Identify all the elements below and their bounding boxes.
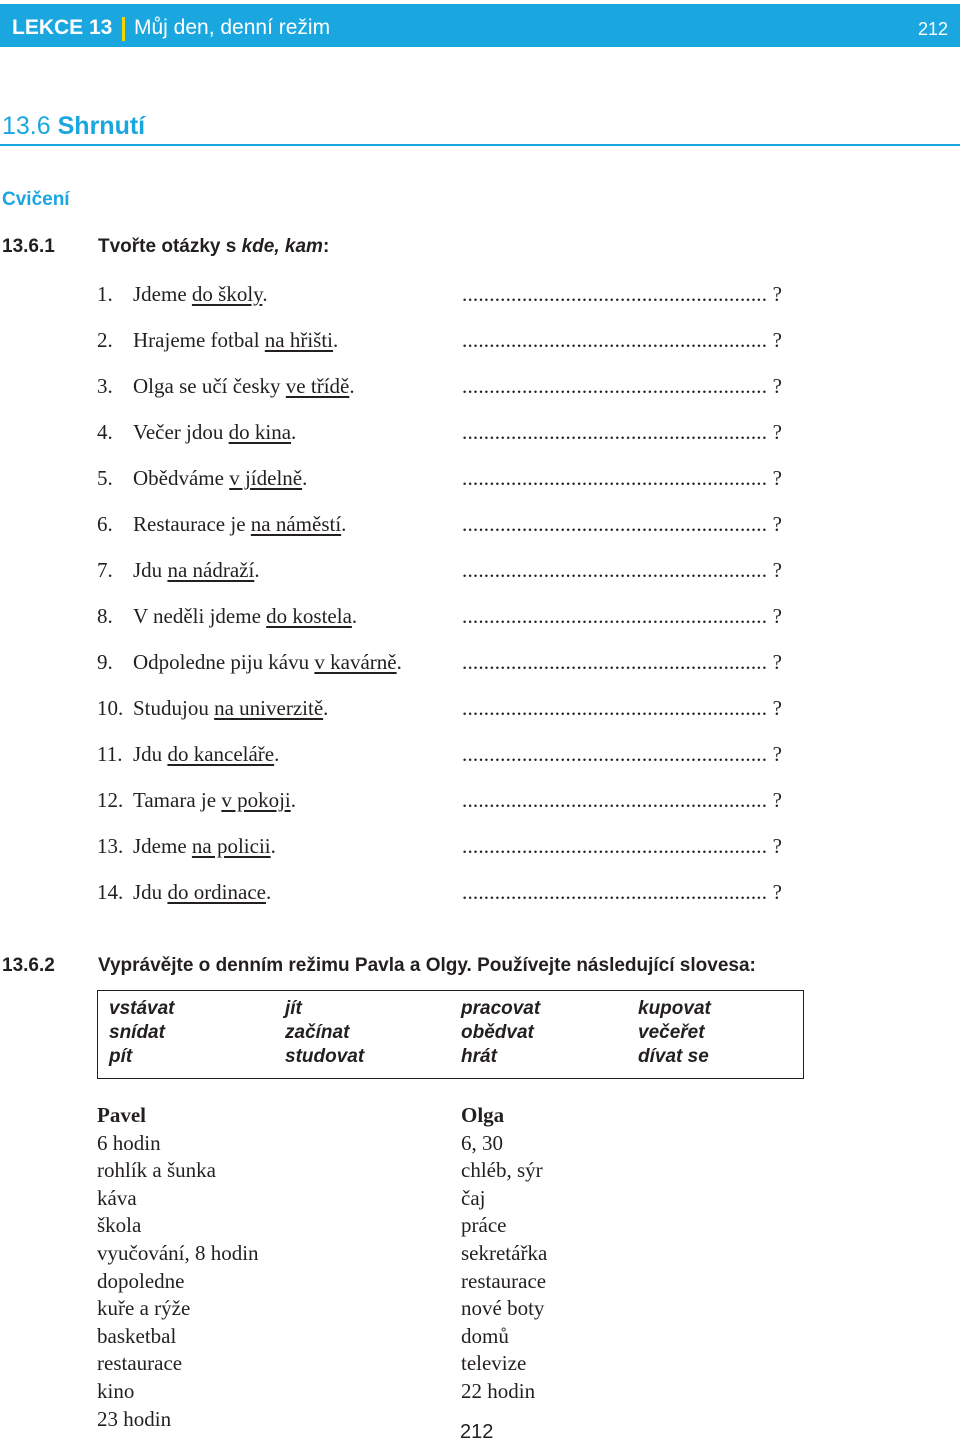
question-text: Večer jdou xyxy=(133,420,229,444)
question-punctuation: . xyxy=(254,558,260,582)
question-punctuation: . xyxy=(396,650,402,674)
pavel-line: škola xyxy=(97,1213,142,1238)
verb: jít xyxy=(285,998,302,1019)
question-sentence xyxy=(97,788,296,818)
question-punctuation: . xyxy=(270,834,276,858)
section-name: Shrnutí xyxy=(57,112,146,140)
answer-blank: ........................................................ ? xyxy=(462,558,783,582)
question-sentence xyxy=(97,512,346,542)
olga-line: 6, 30 xyxy=(461,1130,503,1155)
olga-name: Olga xyxy=(461,1103,505,1127)
section-divider xyxy=(0,144,960,146)
question-text: Olga se učí česky xyxy=(133,374,286,398)
pavel-line: vyučování, 8 hodin xyxy=(97,1240,259,1265)
verb: studovat xyxy=(285,1046,365,1067)
question-underlined-place: ve třídě xyxy=(285,374,350,398)
question-text: Jdu xyxy=(133,558,168,582)
question-text: Restaurace je xyxy=(133,512,251,536)
question-text: Studujou xyxy=(133,696,215,720)
answer-blank: ........................................................ ? xyxy=(462,604,783,628)
question-underlined-place: do kanceláře xyxy=(167,742,275,766)
olga-line: nové boty xyxy=(461,1296,545,1321)
question-underlined-place: na policii xyxy=(191,834,271,858)
question-punctuation: . xyxy=(349,374,355,398)
pavel-name: Pavel xyxy=(97,1103,146,1127)
question-underlined-place: na náměstí xyxy=(250,512,342,536)
olga-line: televize xyxy=(461,1351,527,1376)
pavel-line: dopoledne xyxy=(97,1268,185,1293)
olga-line: práce xyxy=(461,1213,507,1238)
question-underlined-place: v jídelně xyxy=(229,466,303,490)
answer-blank: ........................................................ ? xyxy=(462,374,783,398)
exercise-1-number: 13.6.1 xyxy=(2,236,55,257)
verb: hrát xyxy=(461,1046,497,1067)
pavel-line: 23 hodin xyxy=(97,1406,172,1431)
answer-blank: ........................................................ ? xyxy=(462,880,783,904)
question-sentence xyxy=(97,880,271,910)
question-text: Jdu xyxy=(133,742,168,766)
answer-blank: ........................................................ ? xyxy=(462,328,783,352)
verb: snídat xyxy=(109,1022,165,1043)
question-sentence xyxy=(97,604,357,634)
olga-line: sekretářka xyxy=(461,1240,548,1265)
exercise-2-number: 13.6.2 xyxy=(2,955,55,976)
question-punctuation: . xyxy=(351,604,358,628)
olga-line: restaurace xyxy=(461,1268,547,1293)
question-text: Jdeme xyxy=(133,282,192,306)
question-number: 5. xyxy=(97,466,113,490)
pavel-line: 6 hodin xyxy=(97,1130,161,1155)
question-punctuation: . xyxy=(262,282,268,306)
verb: pít xyxy=(109,1046,133,1067)
question-punctuation: . xyxy=(265,880,272,904)
lesson-label: LEKCE 13 xyxy=(12,16,113,39)
verb: začínat xyxy=(285,1022,350,1043)
answer-blank: ........................................................ ? xyxy=(462,788,783,812)
exercise-1-title xyxy=(98,236,329,258)
question-text: Tamara je xyxy=(133,788,222,812)
question-punctuation: . xyxy=(341,512,347,536)
answer-blank: ........................................................ ? xyxy=(462,696,783,720)
question-number: 8. xyxy=(97,604,113,628)
question-underlined-place: do kostela xyxy=(266,604,352,628)
header-bar xyxy=(0,4,960,47)
question-number: 2. xyxy=(97,328,113,352)
question-punctuation: . xyxy=(290,788,296,812)
question-sentence xyxy=(97,420,296,450)
question-sentence xyxy=(97,558,260,588)
question-sentence xyxy=(97,696,328,726)
verb: večeřet xyxy=(638,1022,705,1043)
question-sentence xyxy=(97,834,276,864)
section-title xyxy=(2,112,145,141)
question-sentence xyxy=(97,650,402,680)
question-underlined-place: na nádraží xyxy=(167,558,255,582)
verb: dívat se xyxy=(638,1046,709,1067)
answer-blank: ........................................................ ? xyxy=(462,466,783,490)
exercise-1-title-prefix: Tvořte otázky s xyxy=(98,236,242,257)
verb: pracovat xyxy=(461,998,541,1019)
verb: obědvat xyxy=(461,1022,534,1043)
pavel-line: kuře a rýže xyxy=(97,1296,191,1321)
answer-blank: ........................................................ ? xyxy=(462,742,783,766)
pavel-line: basketbal xyxy=(97,1323,177,1348)
pavel-line: káva xyxy=(97,1185,137,1210)
answer-blank: ........................................................ ? xyxy=(462,834,783,858)
question-underlined-place: v pokoji xyxy=(221,788,291,812)
footer-page-number: 212 xyxy=(460,1421,494,1443)
question-text: Jdu xyxy=(133,880,168,904)
question-number: 12. xyxy=(97,788,124,812)
olga-line: čaj xyxy=(461,1185,486,1210)
question-underlined-place: do kina xyxy=(228,420,292,444)
olga-line: chléb, sýr xyxy=(461,1158,543,1183)
question-number: 9. xyxy=(97,650,113,674)
question-text: Odpoledne piju kávu xyxy=(133,650,315,674)
question-sentence xyxy=(97,328,338,358)
verb: vstávat xyxy=(109,998,175,1019)
lesson-title: Můj den, denní režim xyxy=(134,16,331,39)
answer-blank: ........................................................ ? xyxy=(462,282,783,306)
question-underlined-place: na univerzitě xyxy=(214,696,324,720)
olga-column xyxy=(461,1102,547,1406)
answer-blank: ........................................................ ? xyxy=(462,512,783,536)
question-number: 7. xyxy=(97,558,113,582)
question-number: 14. xyxy=(97,880,124,904)
verb: kupovat xyxy=(638,998,711,1019)
question-number: 10. xyxy=(97,696,124,720)
question-sentence xyxy=(97,742,279,772)
question-punctuation: . xyxy=(323,696,329,720)
question-number: 3. xyxy=(97,374,113,398)
question-text: V neděli jdeme xyxy=(133,604,267,628)
olga-line: domů xyxy=(461,1323,509,1348)
section-number: 13.6 xyxy=(2,112,51,140)
header-page-number: 212 xyxy=(917,19,948,39)
exercises-heading: Cvičení xyxy=(2,189,70,210)
question-number: 13. xyxy=(97,834,124,858)
question-text: Obědváme xyxy=(133,466,230,490)
pavel-line: restaurace xyxy=(97,1351,183,1376)
question-number: 1. xyxy=(97,282,113,306)
question-sentence xyxy=(97,374,355,404)
pavel-column xyxy=(97,1102,259,1433)
answer-blank: ........................................................ ? xyxy=(462,650,783,674)
question-underlined-place: na hřišti xyxy=(264,328,334,352)
question-text: Jdeme xyxy=(133,834,192,858)
question-sentence xyxy=(97,466,307,496)
header-separator xyxy=(122,17,125,41)
question-underlined-place: do školy xyxy=(191,282,263,306)
olga-line: 22 hodin xyxy=(461,1378,536,1403)
verb-box xyxy=(97,990,804,1079)
exercise-2-title: Vyprávějte o denním režimu Pavla a Olgy. Používejte následující slovesa: xyxy=(98,955,756,976)
question-punctuation: . xyxy=(333,328,339,352)
question-number: 11. xyxy=(97,742,123,766)
question-number: 6. xyxy=(97,512,113,536)
question-punctuation: . xyxy=(302,466,308,490)
question-underlined-place: v kavárně xyxy=(314,650,397,674)
answer-blank: ........................................................ ? xyxy=(462,420,783,444)
question-sentence xyxy=(97,282,268,312)
question-punctuation: . xyxy=(291,420,297,444)
question-underlined-place: do ordinace xyxy=(167,880,266,904)
exercise-1-title-italic: kde, kam xyxy=(241,236,323,257)
pavel-line: rohlík a šunka xyxy=(97,1158,216,1183)
question-number: 4. xyxy=(97,420,113,444)
question-punctuation: . xyxy=(274,742,280,766)
question-text: Hrajeme fotbal xyxy=(133,328,265,352)
exercise-1-title-suffix: : xyxy=(322,236,330,257)
pavel-line: kino xyxy=(97,1378,135,1403)
